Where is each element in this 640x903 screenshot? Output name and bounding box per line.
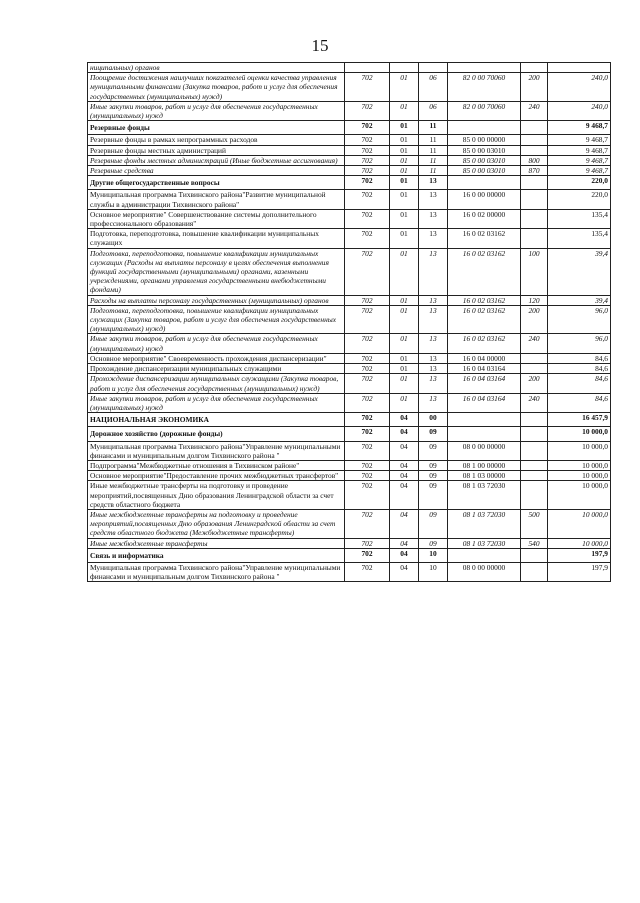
row-grbs-cell: 702 bbox=[345, 393, 390, 412]
row-expense-type-cell bbox=[521, 209, 548, 228]
row-grbs-cell: 702 bbox=[345, 481, 390, 510]
row-name-cell: Муниципальная программа Тихвинского района"Управление муниципальными финансами и муниципальным долгом Тихвинского района " bbox=[88, 441, 345, 460]
row-target-code-cell: 16 0 02 03162 bbox=[448, 229, 521, 248]
row-subsection-cell: 10 bbox=[419, 548, 448, 562]
row-section-cell: 01 bbox=[390, 229, 419, 248]
row-expense-type-cell bbox=[521, 441, 548, 460]
row-name-cell: Резервные фонды bbox=[88, 121, 345, 135]
table-row bbox=[88, 481, 611, 510]
row-name-cell: Основное мероприятие" Своевременность прохождения диспансеризации" bbox=[88, 353, 345, 363]
table-row bbox=[88, 334, 611, 353]
row-amount-cell: 9 468,7 bbox=[548, 121, 611, 135]
row-expense-type-cell: 240 bbox=[521, 393, 548, 412]
row-subsection-cell: 13 bbox=[419, 229, 448, 248]
row-target-code-cell bbox=[448, 63, 521, 73]
row-subsection-cell: 11 bbox=[419, 145, 448, 155]
row-subsection-cell: 00 bbox=[419, 413, 448, 427]
row-name-cell: Основное мероприятие" Совершенствование системы дополнительного профессионального образования" bbox=[88, 209, 345, 228]
table-row bbox=[88, 364, 611, 374]
row-expense-type-cell: 200 bbox=[521, 305, 548, 334]
row-name-cell: Основное мероприятие"Предоставление прочих межбюджетных трансфертов" bbox=[88, 471, 345, 481]
table-row bbox=[88, 393, 611, 412]
row-name-cell: Резервные фонды в рамках непрограммных расходов bbox=[88, 135, 345, 145]
row-expense-type-cell bbox=[521, 176, 548, 190]
row-target-code-cell: 16 0 02 03162 bbox=[448, 295, 521, 305]
row-amount-cell: 9 468,7 bbox=[548, 155, 611, 165]
row-section-cell: 01 bbox=[390, 145, 419, 155]
row-target-code-cell: 08 1 03 72030 bbox=[448, 481, 521, 510]
row-target-code-cell: 85 0 00 03010 bbox=[448, 155, 521, 165]
row-target-code-cell: 08 0 00 00000 bbox=[448, 562, 521, 581]
row-name-cell: Связь и информатика bbox=[88, 548, 345, 562]
row-expense-type-cell: 540 bbox=[521, 538, 548, 548]
row-target-code-cell bbox=[448, 413, 521, 427]
row-amount-cell: 240,0 bbox=[548, 73, 611, 102]
row-amount-cell: 84,6 bbox=[548, 393, 611, 412]
row-amount-cell: 84,6 bbox=[548, 374, 611, 393]
row-subsection-cell: 09 bbox=[419, 471, 448, 481]
row-grbs-cell: 702 bbox=[345, 101, 390, 120]
row-name-cell: Иные закупки товаров, работ и услуг для обеспечения государственных (муниципальных) нужд bbox=[88, 334, 345, 353]
row-subsection-cell: 11 bbox=[419, 121, 448, 135]
row-section-cell bbox=[390, 63, 419, 73]
row-subsection-cell: 09 bbox=[419, 538, 448, 548]
row-subsection-cell: 13 bbox=[419, 190, 448, 209]
row-name-cell: Резервные фонды местных администраций (Иные бюджетные ассигнования) bbox=[88, 155, 345, 165]
row-grbs-cell: 702 bbox=[345, 538, 390, 548]
row-grbs-cell: 702 bbox=[345, 353, 390, 363]
table-row bbox=[88, 441, 611, 460]
row-expense-type-cell bbox=[521, 413, 548, 427]
row-grbs-cell: 702 bbox=[345, 73, 390, 102]
row-section-cell: 04 bbox=[390, 481, 419, 510]
row-grbs-cell: 702 bbox=[345, 427, 390, 441]
row-expense-type-cell bbox=[521, 121, 548, 135]
row-subsection-cell: 13 bbox=[419, 334, 448, 353]
row-amount-cell: 16 457,9 bbox=[548, 413, 611, 427]
table-row bbox=[88, 538, 611, 548]
row-amount-cell: 9 468,7 bbox=[548, 166, 611, 176]
row-section-cell: 04 bbox=[390, 538, 419, 548]
row-amount-cell: 96,0 bbox=[548, 334, 611, 353]
row-subsection-cell: 06 bbox=[419, 73, 448, 102]
row-amount-cell: 10 000,0 bbox=[548, 460, 611, 470]
row-expense-type-cell bbox=[521, 460, 548, 470]
row-grbs-cell: 702 bbox=[345, 155, 390, 165]
row-subsection-cell: 13 bbox=[419, 305, 448, 334]
row-subsection-cell: 09 bbox=[419, 460, 448, 470]
row-name-cell: Муниципальная программа Тихвинского района"Управление муниципальными финансами и муниципальным долгом Тихвинского района " bbox=[88, 562, 345, 581]
table-row bbox=[88, 248, 611, 295]
table-row bbox=[88, 73, 611, 102]
row-name-cell: Иные межбюджетные трансферты на подготовку и проведение мероприятий,посвященных Дню образования Ленинградской области за счет средств областного бюджета (Межбюджетные трансферты) bbox=[88, 509, 345, 538]
row-expense-type-cell: 870 bbox=[521, 166, 548, 176]
row-subsection-cell: 11 bbox=[419, 166, 448, 176]
row-grbs-cell: 702 bbox=[345, 471, 390, 481]
row-section-cell: 01 bbox=[390, 73, 419, 102]
row-subsection-cell: 10 bbox=[419, 562, 448, 581]
row-section-cell: 04 bbox=[390, 460, 419, 470]
row-name-cell: Резервные фонды местных администраций bbox=[88, 145, 345, 155]
row-grbs-cell: 702 bbox=[345, 145, 390, 155]
row-target-code-cell bbox=[448, 427, 521, 441]
row-name-cell: Прохождение диспансеризации муниципальных служащими bbox=[88, 364, 345, 374]
table-row bbox=[88, 145, 611, 155]
row-section-cell: 01 bbox=[390, 393, 419, 412]
row-subsection-cell bbox=[419, 63, 448, 73]
row-name-cell: Расходы на выплаты персоналу государственных (муниципальных) органов bbox=[88, 295, 345, 305]
row-grbs-cell: 702 bbox=[345, 248, 390, 295]
row-expense-type-cell: 200 bbox=[521, 374, 548, 393]
table-row bbox=[88, 121, 611, 135]
row-grbs-cell: 702 bbox=[345, 305, 390, 334]
row-subsection-cell: 06 bbox=[419, 101, 448, 120]
row-target-code-cell: 85 0 00 03010 bbox=[448, 145, 521, 155]
row-name-cell: Подготовка, переподготовка, повышение квалификации муниципальных служащих bbox=[88, 229, 345, 248]
row-amount-cell: 240,0 bbox=[548, 101, 611, 120]
table-row bbox=[88, 63, 611, 73]
row-name-cell: ниципальных) органов bbox=[88, 63, 345, 73]
row-target-code-cell: 85 0 00 00000 bbox=[448, 135, 521, 145]
row-subsection-cell: 13 bbox=[419, 374, 448, 393]
row-subsection-cell: 13 bbox=[419, 364, 448, 374]
row-section-cell: 01 bbox=[390, 374, 419, 393]
table-row bbox=[88, 413, 611, 427]
row-name-cell: Подготовка, переподготовка, повышение квалификации муниципальных служащих (Закупка товаров, работ и услуг для обеспечения государственных (муниципальных) нужд) bbox=[88, 305, 345, 334]
table-row bbox=[88, 209, 611, 228]
row-amount-cell: 9 468,7 bbox=[548, 135, 611, 145]
page-number: 15 bbox=[311, 36, 329, 55]
row-subsection-cell: 13 bbox=[419, 209, 448, 228]
table-row bbox=[88, 190, 611, 209]
row-subsection-cell: 13 bbox=[419, 176, 448, 190]
table-row bbox=[88, 166, 611, 176]
row-expense-type-cell bbox=[521, 481, 548, 510]
row-subsection-cell: 09 bbox=[419, 427, 448, 441]
row-name-cell: Подпрограмма"Межбюджетные отношения в Тихвинском районе" bbox=[88, 460, 345, 470]
row-section-cell: 04 bbox=[390, 548, 419, 562]
row-amount-cell: 39,4 bbox=[548, 295, 611, 305]
row-subsection-cell: 09 bbox=[419, 481, 448, 510]
row-target-code-cell bbox=[448, 121, 521, 135]
budget-table bbox=[87, 62, 611, 582]
row-target-code-cell: 16 0 04 03164 bbox=[448, 364, 521, 374]
row-name-cell: НАЦИОНАЛЬНАЯ ЭКОНОМИКА bbox=[88, 413, 345, 427]
row-grbs-cell: 702 bbox=[345, 460, 390, 470]
row-target-code-cell: 82 0 00 70060 bbox=[448, 73, 521, 102]
table-row bbox=[88, 562, 611, 581]
table-row bbox=[88, 427, 611, 441]
row-amount-cell: 10 000,0 bbox=[548, 471, 611, 481]
row-target-code-cell: 16 0 02 00000 bbox=[448, 209, 521, 228]
row-amount-cell: 10 000,0 bbox=[548, 441, 611, 460]
row-expense-type-cell bbox=[521, 364, 548, 374]
row-grbs-cell: 702 bbox=[345, 374, 390, 393]
row-target-code-cell: 85 0 00 03010 bbox=[448, 166, 521, 176]
row-expense-type-cell bbox=[521, 135, 548, 145]
table-row bbox=[88, 229, 611, 248]
row-target-code-cell bbox=[448, 176, 521, 190]
table-row bbox=[88, 305, 611, 334]
row-target-code-cell bbox=[448, 548, 521, 562]
row-target-code-cell: 16 0 04 03164 bbox=[448, 374, 521, 393]
row-expense-type-cell bbox=[521, 63, 548, 73]
row-grbs-cell: 702 bbox=[345, 135, 390, 145]
row-section-cell: 04 bbox=[390, 413, 419, 427]
row-section-cell: 04 bbox=[390, 471, 419, 481]
row-name-cell: Муниципальная программа Тихвинского района"Развитие муниципальной службы в администрации Тихвинского района" bbox=[88, 190, 345, 209]
row-amount-cell: 84,6 bbox=[548, 364, 611, 374]
table-row bbox=[88, 509, 611, 538]
row-name-cell: Иные межбюджетные трансферты на подготовку и проведение мероприятий,посвященных Дню образования Ленинградской области за счет средств областного бюджета bbox=[88, 481, 345, 510]
row-amount-cell: 135,4 bbox=[548, 229, 611, 248]
row-name-cell: Дорожное хозяйство (дорожные фонды) bbox=[88, 427, 345, 441]
row-grbs-cell: 702 bbox=[345, 562, 390, 581]
row-target-code-cell: 82 0 00 70060 bbox=[448, 101, 521, 120]
row-expense-type-cell: 500 bbox=[521, 509, 548, 538]
row-subsection-cell: 09 bbox=[419, 509, 448, 538]
row-amount-cell: 10 000,0 bbox=[548, 538, 611, 548]
row-amount-cell: 39,4 bbox=[548, 248, 611, 295]
row-section-cell: 01 bbox=[390, 305, 419, 334]
row-grbs-cell: 702 bbox=[345, 190, 390, 209]
row-grbs-cell: 702 bbox=[345, 548, 390, 562]
table-row bbox=[88, 155, 611, 165]
row-subsection-cell: 13 bbox=[419, 248, 448, 295]
row-target-code-cell: 08 1 03 72030 bbox=[448, 509, 521, 538]
row-amount-cell: 9 468,7 bbox=[548, 145, 611, 155]
row-section-cell: 01 bbox=[390, 101, 419, 120]
row-grbs-cell: 702 bbox=[345, 209, 390, 228]
row-subsection-cell: 11 bbox=[419, 155, 448, 165]
row-grbs-cell: 702 bbox=[345, 364, 390, 374]
row-section-cell: 01 bbox=[390, 166, 419, 176]
row-section-cell: 01 bbox=[390, 248, 419, 295]
row-name-cell: Подготовка, переподготовка, повышение квалификации муниципальных служащих (Расходы на выплаты персоналу в целях обеспечения выполнения функций государственными (муниципальными) органами, казенными учреждениями, органами управления государственными внебюджетными фондами) bbox=[88, 248, 345, 295]
row-target-code-cell: 16 0 04 00000 bbox=[448, 353, 521, 363]
row-grbs-cell: 702 bbox=[345, 176, 390, 190]
row-section-cell: 01 bbox=[390, 135, 419, 145]
row-expense-type-cell: 200 bbox=[521, 73, 548, 102]
row-amount-cell: 197,9 bbox=[548, 548, 611, 562]
row-target-code-cell: 16 0 02 03162 bbox=[448, 248, 521, 295]
budget-table-body bbox=[88, 63, 611, 582]
table-row bbox=[88, 460, 611, 470]
row-expense-type-cell: 240 bbox=[521, 101, 548, 120]
row-section-cell: 01 bbox=[390, 334, 419, 353]
row-expense-type-cell: 100 bbox=[521, 248, 548, 295]
row-expense-type-cell bbox=[521, 427, 548, 441]
row-amount-cell: 197,9 bbox=[548, 562, 611, 581]
row-grbs-cell: 702 bbox=[345, 509, 390, 538]
row-section-cell: 01 bbox=[390, 209, 419, 228]
row-section-cell: 01 bbox=[390, 190, 419, 209]
row-section-cell: 01 bbox=[390, 121, 419, 135]
row-section-cell: 01 bbox=[390, 353, 419, 363]
row-expense-type-cell bbox=[521, 229, 548, 248]
row-name-cell: Поощрение достижения наилучших показателей оценки качества управления муниципальными финансами (Закупка товаров, работ и услуг для обеспечения государственных (муниципальных) нужд) bbox=[88, 73, 345, 102]
row-section-cell: 01 bbox=[390, 176, 419, 190]
row-amount-cell: 10 000,0 bbox=[548, 427, 611, 441]
row-expense-type-cell: 120 bbox=[521, 295, 548, 305]
row-target-code-cell: 16 0 04 03164 bbox=[448, 393, 521, 412]
table-row bbox=[88, 135, 611, 145]
row-amount-cell: 84,6 bbox=[548, 353, 611, 363]
row-expense-type-cell bbox=[521, 190, 548, 209]
row-section-cell: 01 bbox=[390, 295, 419, 305]
table-row bbox=[88, 353, 611, 363]
row-section-cell: 04 bbox=[390, 441, 419, 460]
row-name-cell: Резервные средства bbox=[88, 166, 345, 176]
row-grbs-cell: 702 bbox=[345, 441, 390, 460]
table-row bbox=[88, 101, 611, 120]
row-expense-type-cell bbox=[521, 471, 548, 481]
row-expense-type-cell bbox=[521, 562, 548, 581]
row-name-cell: Иные закупки товаров, работ и услуг для обеспечения государственных (муниципальных) нужд bbox=[88, 101, 345, 120]
table-row bbox=[88, 374, 611, 393]
row-expense-type-cell bbox=[521, 145, 548, 155]
row-grbs-cell: 702 bbox=[345, 413, 390, 427]
row-target-code-cell: 16 0 02 03162 bbox=[448, 334, 521, 353]
row-subsection-cell: 11 bbox=[419, 135, 448, 145]
row-amount-cell: 96,0 bbox=[548, 305, 611, 334]
row-subsection-cell: 13 bbox=[419, 295, 448, 305]
row-amount-cell: 135,4 bbox=[548, 209, 611, 228]
row-target-code-cell: 16 0 02 03162 bbox=[448, 305, 521, 334]
row-grbs-cell: 702 bbox=[345, 121, 390, 135]
table-row bbox=[88, 295, 611, 305]
row-section-cell: 01 bbox=[390, 364, 419, 374]
row-amount-cell: 220,0 bbox=[548, 176, 611, 190]
row-grbs-cell: 702 bbox=[345, 295, 390, 305]
row-section-cell: 01 bbox=[390, 155, 419, 165]
row-section-cell: 04 bbox=[390, 562, 419, 581]
row-expense-type-cell: 800 bbox=[521, 155, 548, 165]
row-section-cell: 04 bbox=[390, 509, 419, 538]
row-subsection-cell: 09 bbox=[419, 441, 448, 460]
table-row bbox=[88, 176, 611, 190]
row-amount-cell bbox=[548, 63, 611, 73]
table-row bbox=[88, 471, 611, 481]
row-grbs-cell: 702 bbox=[345, 334, 390, 353]
row-target-code-cell: 16 0 00 00000 bbox=[448, 190, 521, 209]
row-name-cell: Иные закупки товаров, работ и услуг для обеспечения государственных (муниципальных) нужд bbox=[88, 393, 345, 412]
row-name-cell: Прохождение диспансеризации муниципальных служащими (Закупка товаров, работ и услуг для обеспечения государственных (муниципальных) нужд) bbox=[88, 374, 345, 393]
row-grbs-cell: 702 bbox=[345, 166, 390, 176]
row-amount-cell: 220,0 bbox=[548, 190, 611, 209]
row-amount-cell: 10 000,0 bbox=[548, 509, 611, 538]
table-row bbox=[88, 548, 611, 562]
row-grbs-cell: 702 bbox=[345, 229, 390, 248]
row-section-cell: 04 bbox=[390, 427, 419, 441]
row-subsection-cell: 13 bbox=[419, 393, 448, 412]
row-subsection-cell: 13 bbox=[419, 353, 448, 363]
row-amount-cell: 10 000,0 bbox=[548, 481, 611, 510]
row-target-code-cell: 08 0 00 00000 bbox=[448, 441, 521, 460]
row-expense-type-cell bbox=[521, 548, 548, 562]
row-target-code-cell: 08 1 03 72030 bbox=[448, 538, 521, 548]
row-name-cell: Другие общегосударственные вопросы bbox=[88, 176, 345, 190]
row-target-code-cell: 08 1 00 00000 bbox=[448, 460, 521, 470]
row-name-cell: Иные межбюджетные трансферты bbox=[88, 538, 345, 548]
row-expense-type-cell bbox=[521, 353, 548, 363]
row-target-code-cell: 08 1 03 00000 bbox=[448, 471, 521, 481]
row-grbs-cell bbox=[345, 63, 390, 73]
row-expense-type-cell: 240 bbox=[521, 334, 548, 353]
